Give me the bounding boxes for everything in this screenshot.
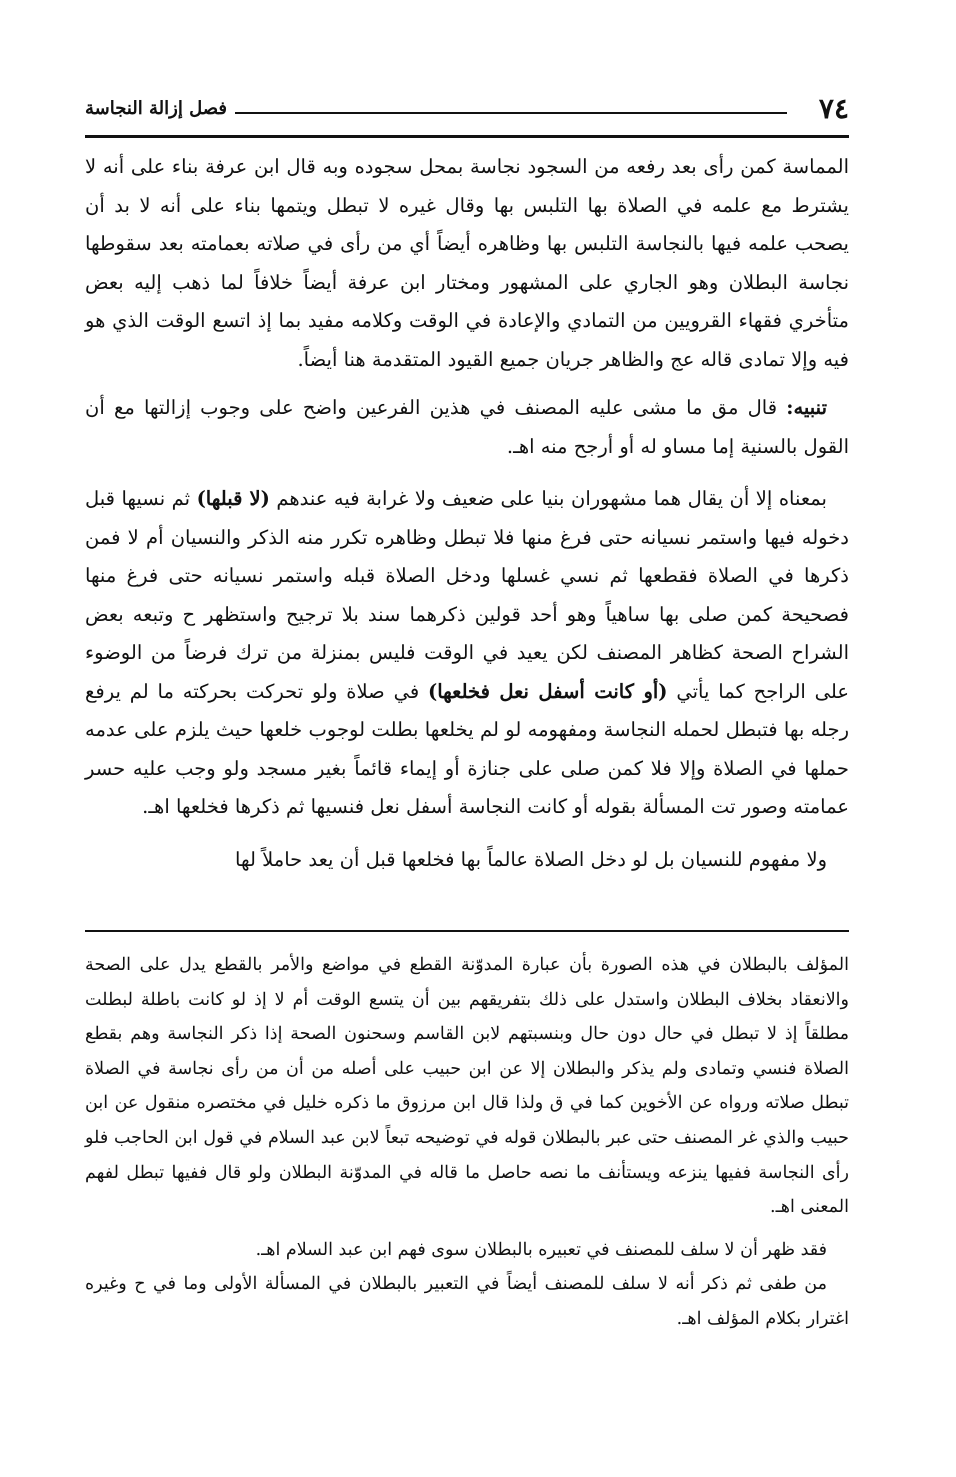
matn-quote-1: (لا قبلها) — [196, 487, 270, 510]
matn-quote-2: (أو كانت أسفل نعل فخلعها) — [428, 679, 668, 703]
footnote-2: فقد ظهر أن لا سلف للمصنف في تعبيره بالبطلان سوى فهم ابن عبد السلام اهـ. — [255, 1239, 827, 1260]
paragraph-3-part-c: ثم نسيها قبل دخوله فيها واستمر نسيانه حتى فرغ منها فلا تبطل وظاهره تكرر منه الذكر والنسيان أم لا فمن ذكرها في الصلاة فقطعها ثم نسي غسلها ودخل الصلاة قبله واستمر نسيانه حتى فرغ منها فصحيحة كمن صلى بها ساهياً وهو أحد قولين ذكرهما سند بلا ترجيح واستظهر ح وتبعه بعض الشراح الصحة كظاهر المصنف لكن يعيد في الوقت فليس بمنزلة من ترك فرضاً من الوضوء على الراجح كما يأتي — [85, 487, 849, 703]
paragraph-1: المماسة كمن رأى بعد رفعه من السجود نجاسة بمحل سجوده وبه قال ابن عرفة بناء على أنه لا يشترط مع علمه في الصلاة بها التلبس بها وقال غيره لا تبطل ويتمها بناء على أنه لا بد أن يصحب علمه فيها بالنجاسة التلبس بها وظاهره أيضاً أي من رأى في صلاته بعمامته بعد سقوطها نجاسة البطلان وهو الجاري على المشهور ومختار ابن عرفة أيضاً خلافاً لما ذهب إليه بعض متأخري فقهاء القرويين من التمادي والإعادة في الوقت وكلامه مفيد بما إذ اتسع الوقت الذي هو فيه وإلا تمادى قاله عج والظاهر جريان جميع القيود المتقدمة هنا أيضاً. — [85, 155, 849, 371]
paragraph-3 — [85, 480, 849, 827]
page-number: ٧٤ — [818, 92, 849, 125]
paragraph-2 — [85, 389, 849, 466]
main-text — [85, 148, 849, 879]
paragraph-4: ولا مفهوم للنسيان بل لو دخل الصلاة عالماً بها فخلعها قبل أن يعد حاملاً لها — [235, 847, 827, 871]
footnote-rule — [85, 930, 849, 932]
footnote-1: المؤلف بالبطلان في هذه الصورة بأن عبارة المدوّنة القطع في مواضع والأمر بالقطع يدل على الصحة والانعقاد بخلاف البطلان واستدل على ذلك بتفريقهم بين أن يتسع الوقت أم لا إذ لو كانت باطلة لبطلت مطلقاً إذ لا تبطل في حال دون حال وبنسبتهم لابن القاسم وسحنون الصحة إذا ذكر النجاسة وهم بقطع الصلاة فنسي وتمادى ولم يذكر والبطلان إلا عن ابن حبيب على أصله من أن من رأى نجاسة في الصلاة تبطل صلاته ورواه عن الأخوين كما في ق ولذا قال ابن مرزوق ما ذكره خليل في مختصره منقول عن ابن حبيب والذي غر المصنف حتى عبر بالبطلان قوله في توضيحه تبعاً لابن عبد السلام في قول ابن الحاجب فلو رأى النجاسة ففيها ينزعه ويستأنف ما نصه حاصل ما قاله في المدوّنة البطلان ولو قال ففيها تبطل لفهم المعنى اهـ. — [85, 955, 849, 1218]
footnotes — [85, 948, 849, 1337]
section-title: فصل إزالة النجاسة — [85, 98, 227, 119]
footnote-3: من طفى ثم ذكر أنه لا سلف للمصنف أيضاً في التعبير بالبطلان في المسألة الأولى وما في ح وغيره اغترار بكلام المؤلف اهـ. — [85, 1274, 849, 1329]
header-rule — [85, 135, 849, 138]
page-header — [85, 92, 849, 132]
paragraph-3-part-a: بمعناه إلا أن يقال هما مشهوران بنيا على ضعيف ولا غرابة فيه عندهم — [269, 487, 827, 510]
note-text: قال مق ما مشى عليه المصنف في هذين الفرعين واضح على وجوب إزالتها مع أن القول بالسنية إما مساو له أو أرجح منه اهـ. — [85, 396, 849, 458]
note-label: تنبيه: — [786, 396, 827, 419]
paragraph-3-part-d: في صلاة ولو تحركت بحركته ما لم يرفع رجله بها فتبطل لحمله النجاسة ومفهومه لو لم يخلعها بطلت لوجوب خلعها حيث يلزم على عدمه حملها في الصلاة وإلا فلا كمن صلى على جنازة أو إيماء قائماً بغير مسجد ولو وجب عليه حسر عمامته وصور تت المسألة بقوله أو كانت النجاسة أسفل نعل فنسيها ثم ذكرها فخلعها اهـ. — [85, 679, 849, 818]
header-line — [235, 112, 787, 114]
